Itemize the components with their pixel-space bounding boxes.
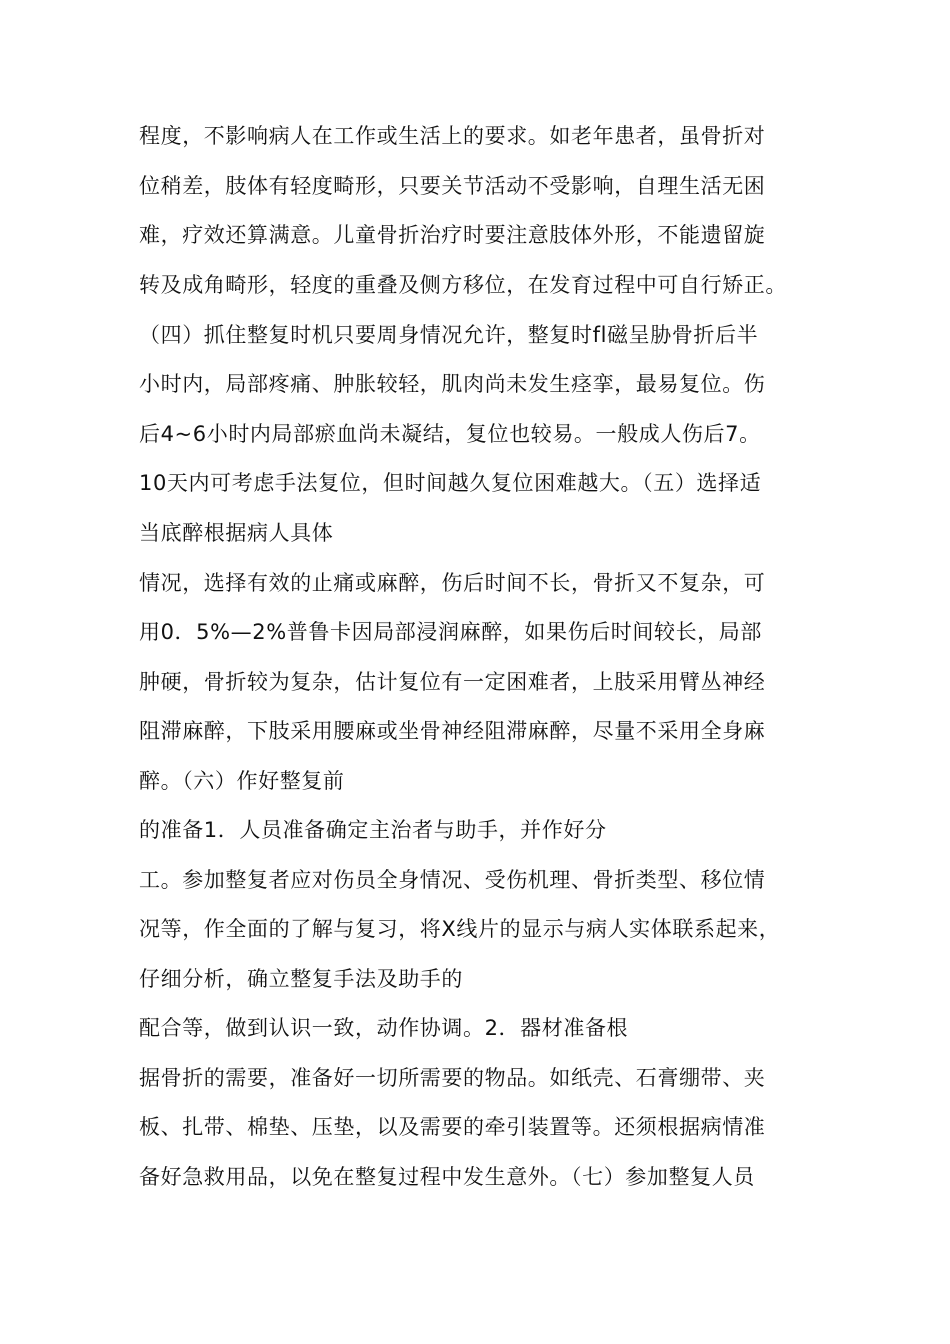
text-line: 工。参加整复者应对伤员全身情况、受伤机理、骨折类型、移位情 xyxy=(139,868,766,892)
text-line: 仔细分析，确立整复手法及助手的 xyxy=(139,967,463,991)
text-line: 况等，作全面的了解与复习，将X线片的显示与病人实体联系起来， xyxy=(139,917,781,941)
text-line: 程度，不影响病人在工作或生活上的要求。如老年患者，虽骨折对 xyxy=(139,124,766,148)
text-line: 备好急救用品，以免在整复过程中发生意外。（七）参加整复人员 xyxy=(139,1165,755,1189)
text-line: 转及成角畸形，轻度的重叠及侧方移位，在发育过程中可自行矫正。 xyxy=(139,273,787,297)
text-line: 位稍差，肢体有轻度畸形，只要关节活动不受影响，自理生活无困 xyxy=(139,174,766,198)
text-line: 难，疗效还算满意。儿童骨折治疗时要注意肢体外形，不能遗留旋 xyxy=(139,223,766,247)
text-line: 后4~6小时内局部瘀血尚未凝结，复位也较易。一般成人伤后7。 xyxy=(139,422,761,446)
text-line: 用0．5%—2%普鲁卡因局部浸润麻醉，如果伤后时间较长，局部 xyxy=(139,620,762,644)
text-line: 据骨折的需要，准备好一切所需要的物品。如纸壳、石膏绷带、夹 xyxy=(139,1066,766,1090)
text-line: 当底醉根据病人具体 xyxy=(139,521,334,545)
text-line: 小时内，局部疼痛、肿胀较轻，肌肉尚未发生痉挛，最易复位。伤 xyxy=(139,372,766,396)
text-line: 板、扎带、棉垫、压垫，以及需要的牵引装置等。还须根据病情准 xyxy=(139,1115,766,1139)
text-line: 的准备1．人员准备确定主治者与助手，并作好分 xyxy=(139,818,607,842)
text-line: 阻滞麻醉，下肢采用腰麻或坐骨神经阻滞麻醉，尽量不采用全身麻 xyxy=(139,719,766,743)
text-line: 情况，选择有效的止痛或麻醉，伤后时间不长，骨折又不复杂，可 xyxy=(139,571,766,595)
text-line: （四）抓住整复时机只要周身情况允许，整复时fl磁呈胁骨折后半 xyxy=(139,323,759,347)
text-line: 醉。（六）作好整复前 xyxy=(139,769,345,793)
text-line: 配合等，做到认识一致，动作协调。2．器材准备根 xyxy=(139,1016,629,1040)
text-line: 10天内可考虑手法复位，但时间越久复位困难越大。（五）选择适 xyxy=(139,471,762,495)
text-line: 肿硬，骨折较为复杂，估计复位有一定困难者，上肢采用臂丛神经 xyxy=(139,670,766,694)
